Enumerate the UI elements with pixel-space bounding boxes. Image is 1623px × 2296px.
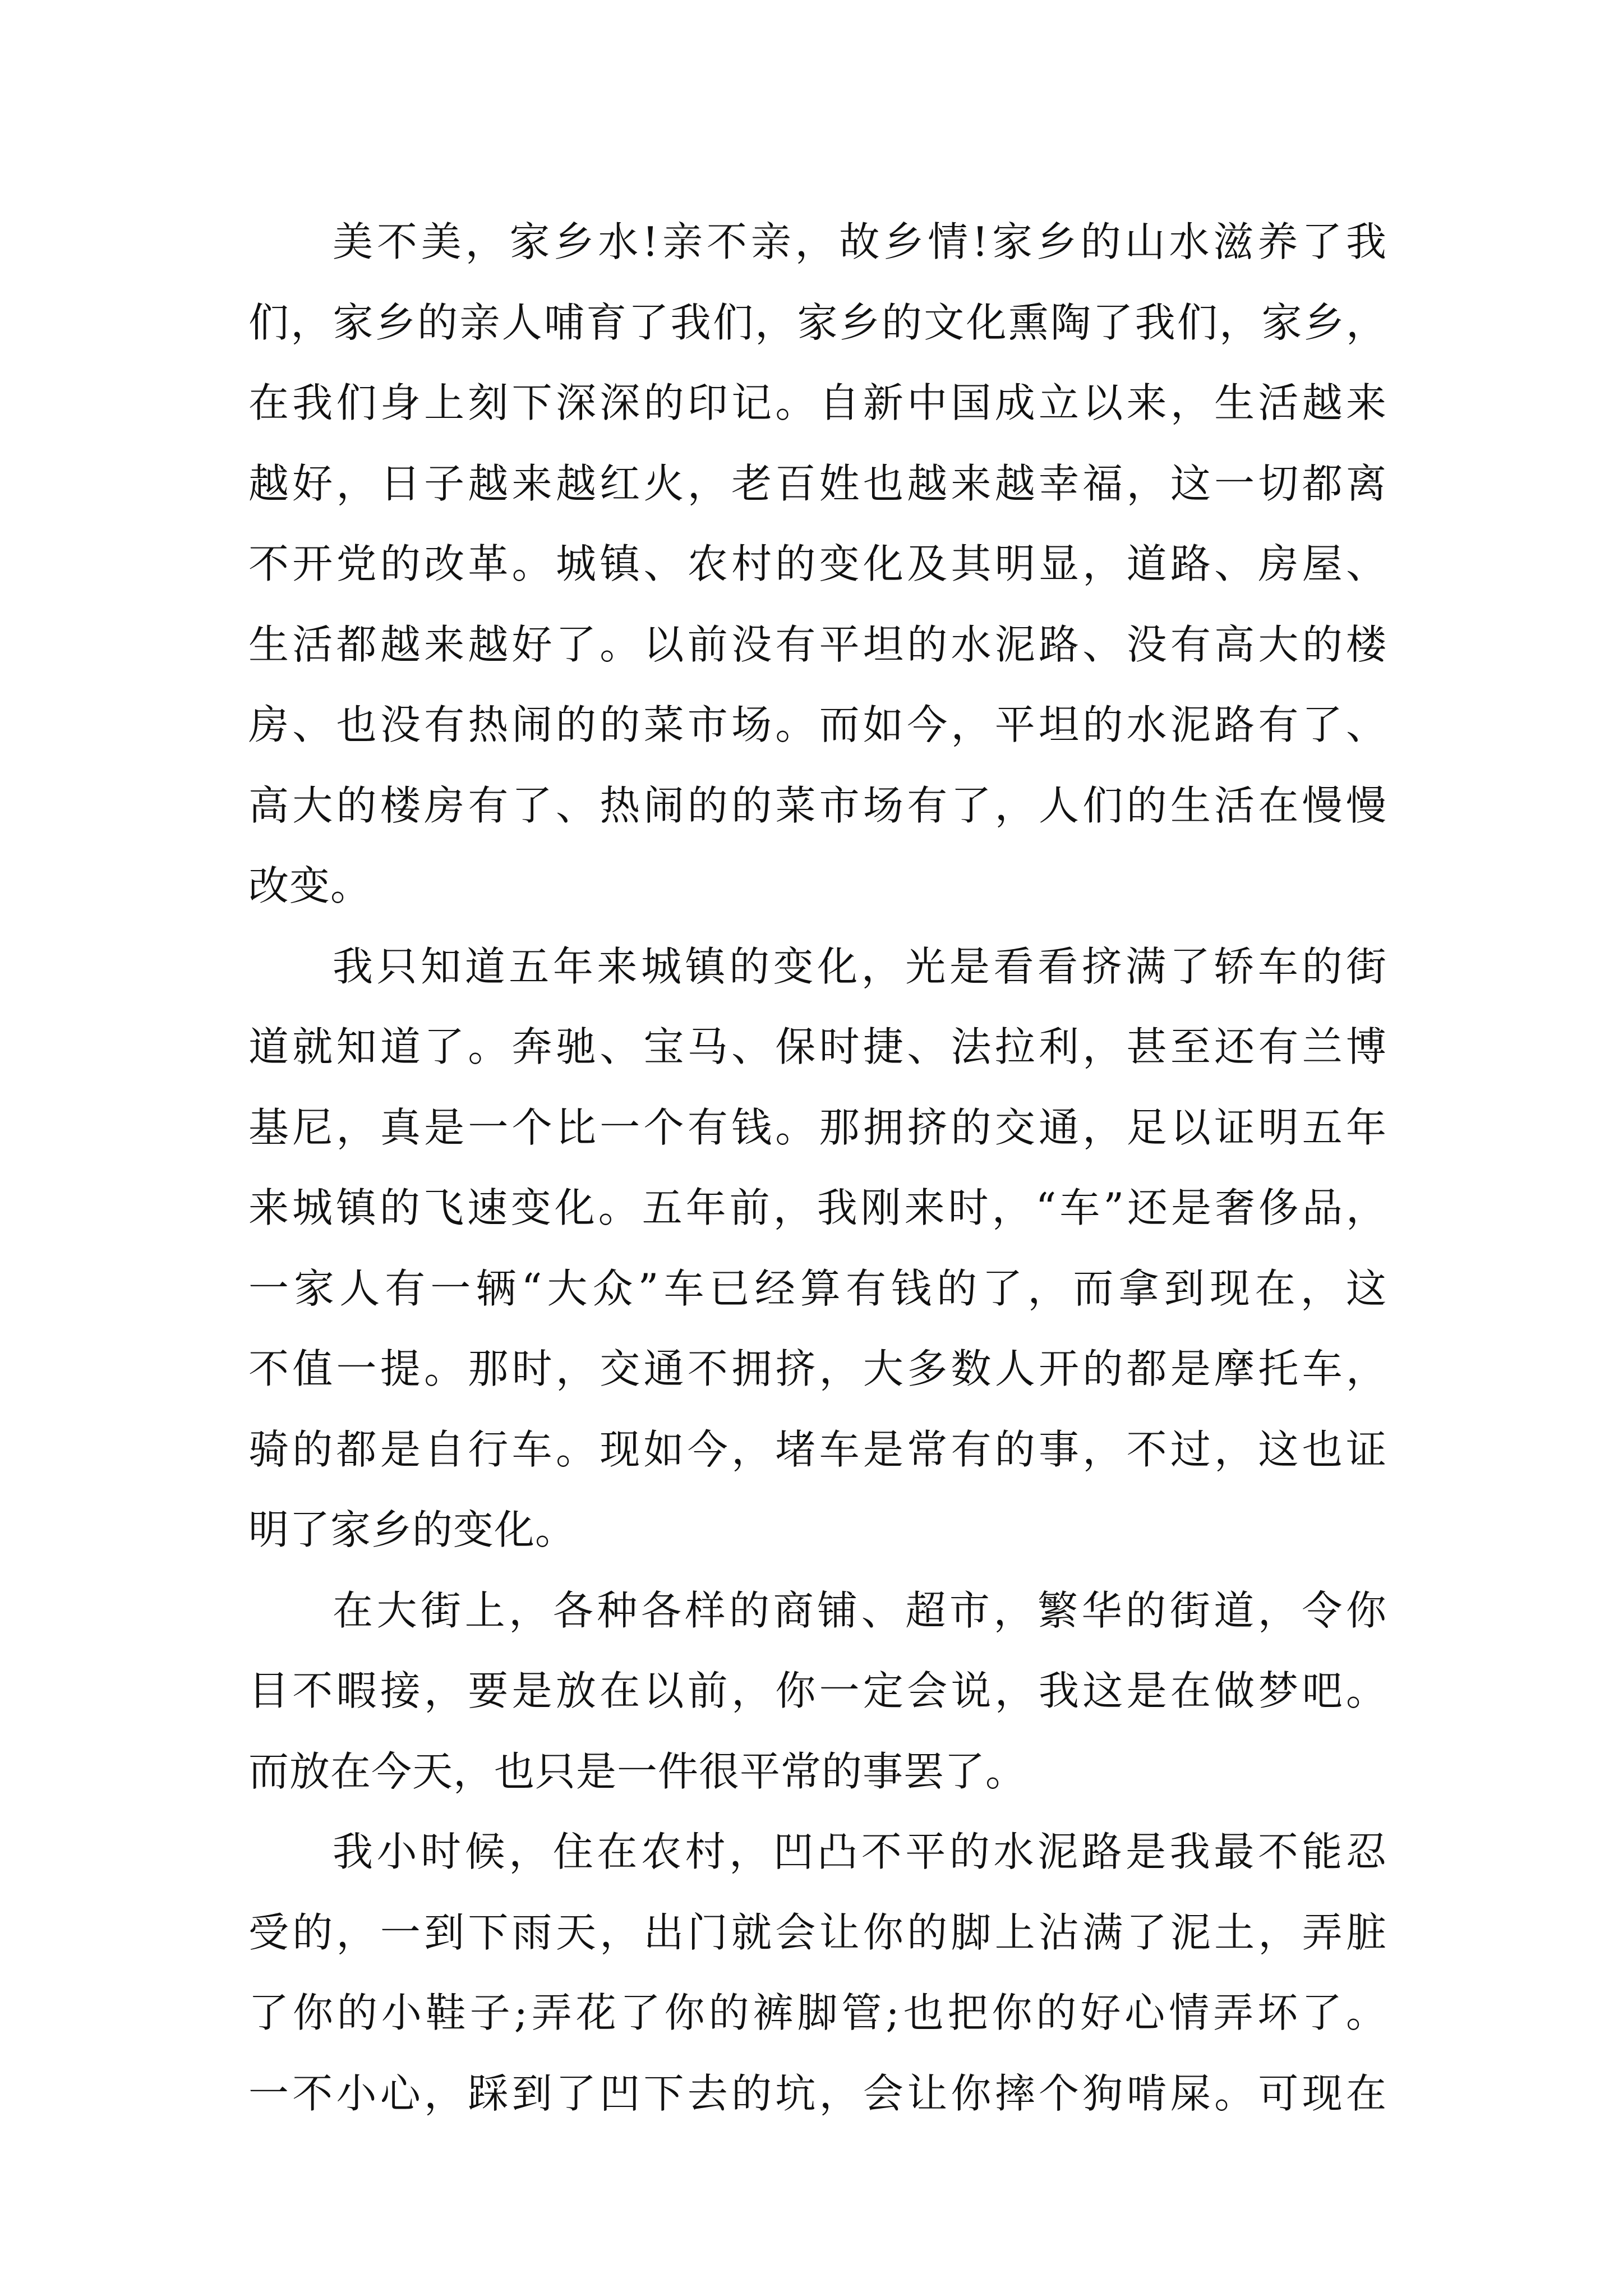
text-line: 生活都越来越好了。以前没有平坦的水泥路、没有高大的楼 bbox=[248, 620, 1387, 668]
text-line: 我只知道五年来城镇的变化，光是看看挤满了轿车的街 bbox=[333, 942, 1387, 990]
text-line: 高大的楼房有了、热闹的的菜市场有了，人们的生活在慢慢 bbox=[248, 781, 1387, 829]
text-line: 骑的都是自行车。现如今，堵车是常有的事，不过，这也证 bbox=[248, 1425, 1387, 1473]
text-line: 一不小心，踩到了凹下去的坑，会让你摔个狗啃屎。可现在 bbox=[248, 2069, 1387, 2117]
text-line: 越好，日子越来越红火，老百姓也越来越幸福，这一切都离 bbox=[248, 459, 1387, 507]
text-line: 不值一提。那时，交通不拥挤，大多数人开的都是摩托车， bbox=[248, 1345, 1387, 1392]
text-line: 在我们身上刻下深深的印记。自新中国成立以来，生活越来 bbox=[248, 379, 1387, 426]
text-line: 受的，一到下雨天，出门就会让你的脚上沾满了泥土，弄脏 bbox=[248, 1908, 1387, 1956]
text-line: 明了家乡的变化。 bbox=[248, 1506, 577, 1553]
text-line: 改变。 bbox=[248, 862, 372, 909]
text-line: 在大街上，各种各样的商铺、超市，繁华的街道，令你 bbox=[333, 1586, 1387, 1634]
text-line: 而放在今天，也只是一件很平常的事罢了。 bbox=[248, 1747, 1027, 1795]
text-line: 我小时候，住在农村，凹凸不平的水泥路是我最不能忍 bbox=[333, 1828, 1387, 1875]
text-line: 来城镇的飞速变化。五年前，我刚来时，“车”还是奢侈品， bbox=[248, 1184, 1387, 1231]
text-line: 美不美，家乡水!亲不亲，故乡情!家乡的山水滋养了我 bbox=[333, 218, 1387, 265]
text-line: 不开党的改革。城镇、农村的变化及其明显，道路、房屋、 bbox=[248, 540, 1387, 587]
text-line: 基尼，真是一个比一个有钱。那拥挤的交通，足以证明五年 bbox=[248, 1103, 1387, 1151]
text-line: 一家人有一辆“大众”车已经算有钱的了，而拿到现在，这 bbox=[248, 1264, 1387, 1312]
paragraph-2 bbox=[248, 927, 1387, 1571]
paragraph-3 bbox=[248, 1571, 1387, 1812]
text-line: 房、也没有热闹的的菜市场。而如今，平坦的水泥路有了、 bbox=[248, 701, 1387, 748]
body-text bbox=[248, 202, 1387, 2134]
text-line: 了你的小鞋子;弄花了你的裤脚管;也把你的好心情弄坏了。 bbox=[248, 1989, 1387, 2036]
paragraph-4 bbox=[248, 1812, 1387, 2134]
text-line: 目不暇接，要是放在以前，你一定会说，我这是在做梦吧。 bbox=[248, 1667, 1387, 1714]
text-line: 道就知道了。奔驰、宝马、保时捷、法拉利，甚至还有兰博 bbox=[248, 1023, 1387, 1070]
paragraph-1 bbox=[248, 202, 1387, 927]
text-line: 们，家乡的亲人哺育了我们，家乡的文化熏陶了我们，家乡， bbox=[248, 298, 1387, 346]
